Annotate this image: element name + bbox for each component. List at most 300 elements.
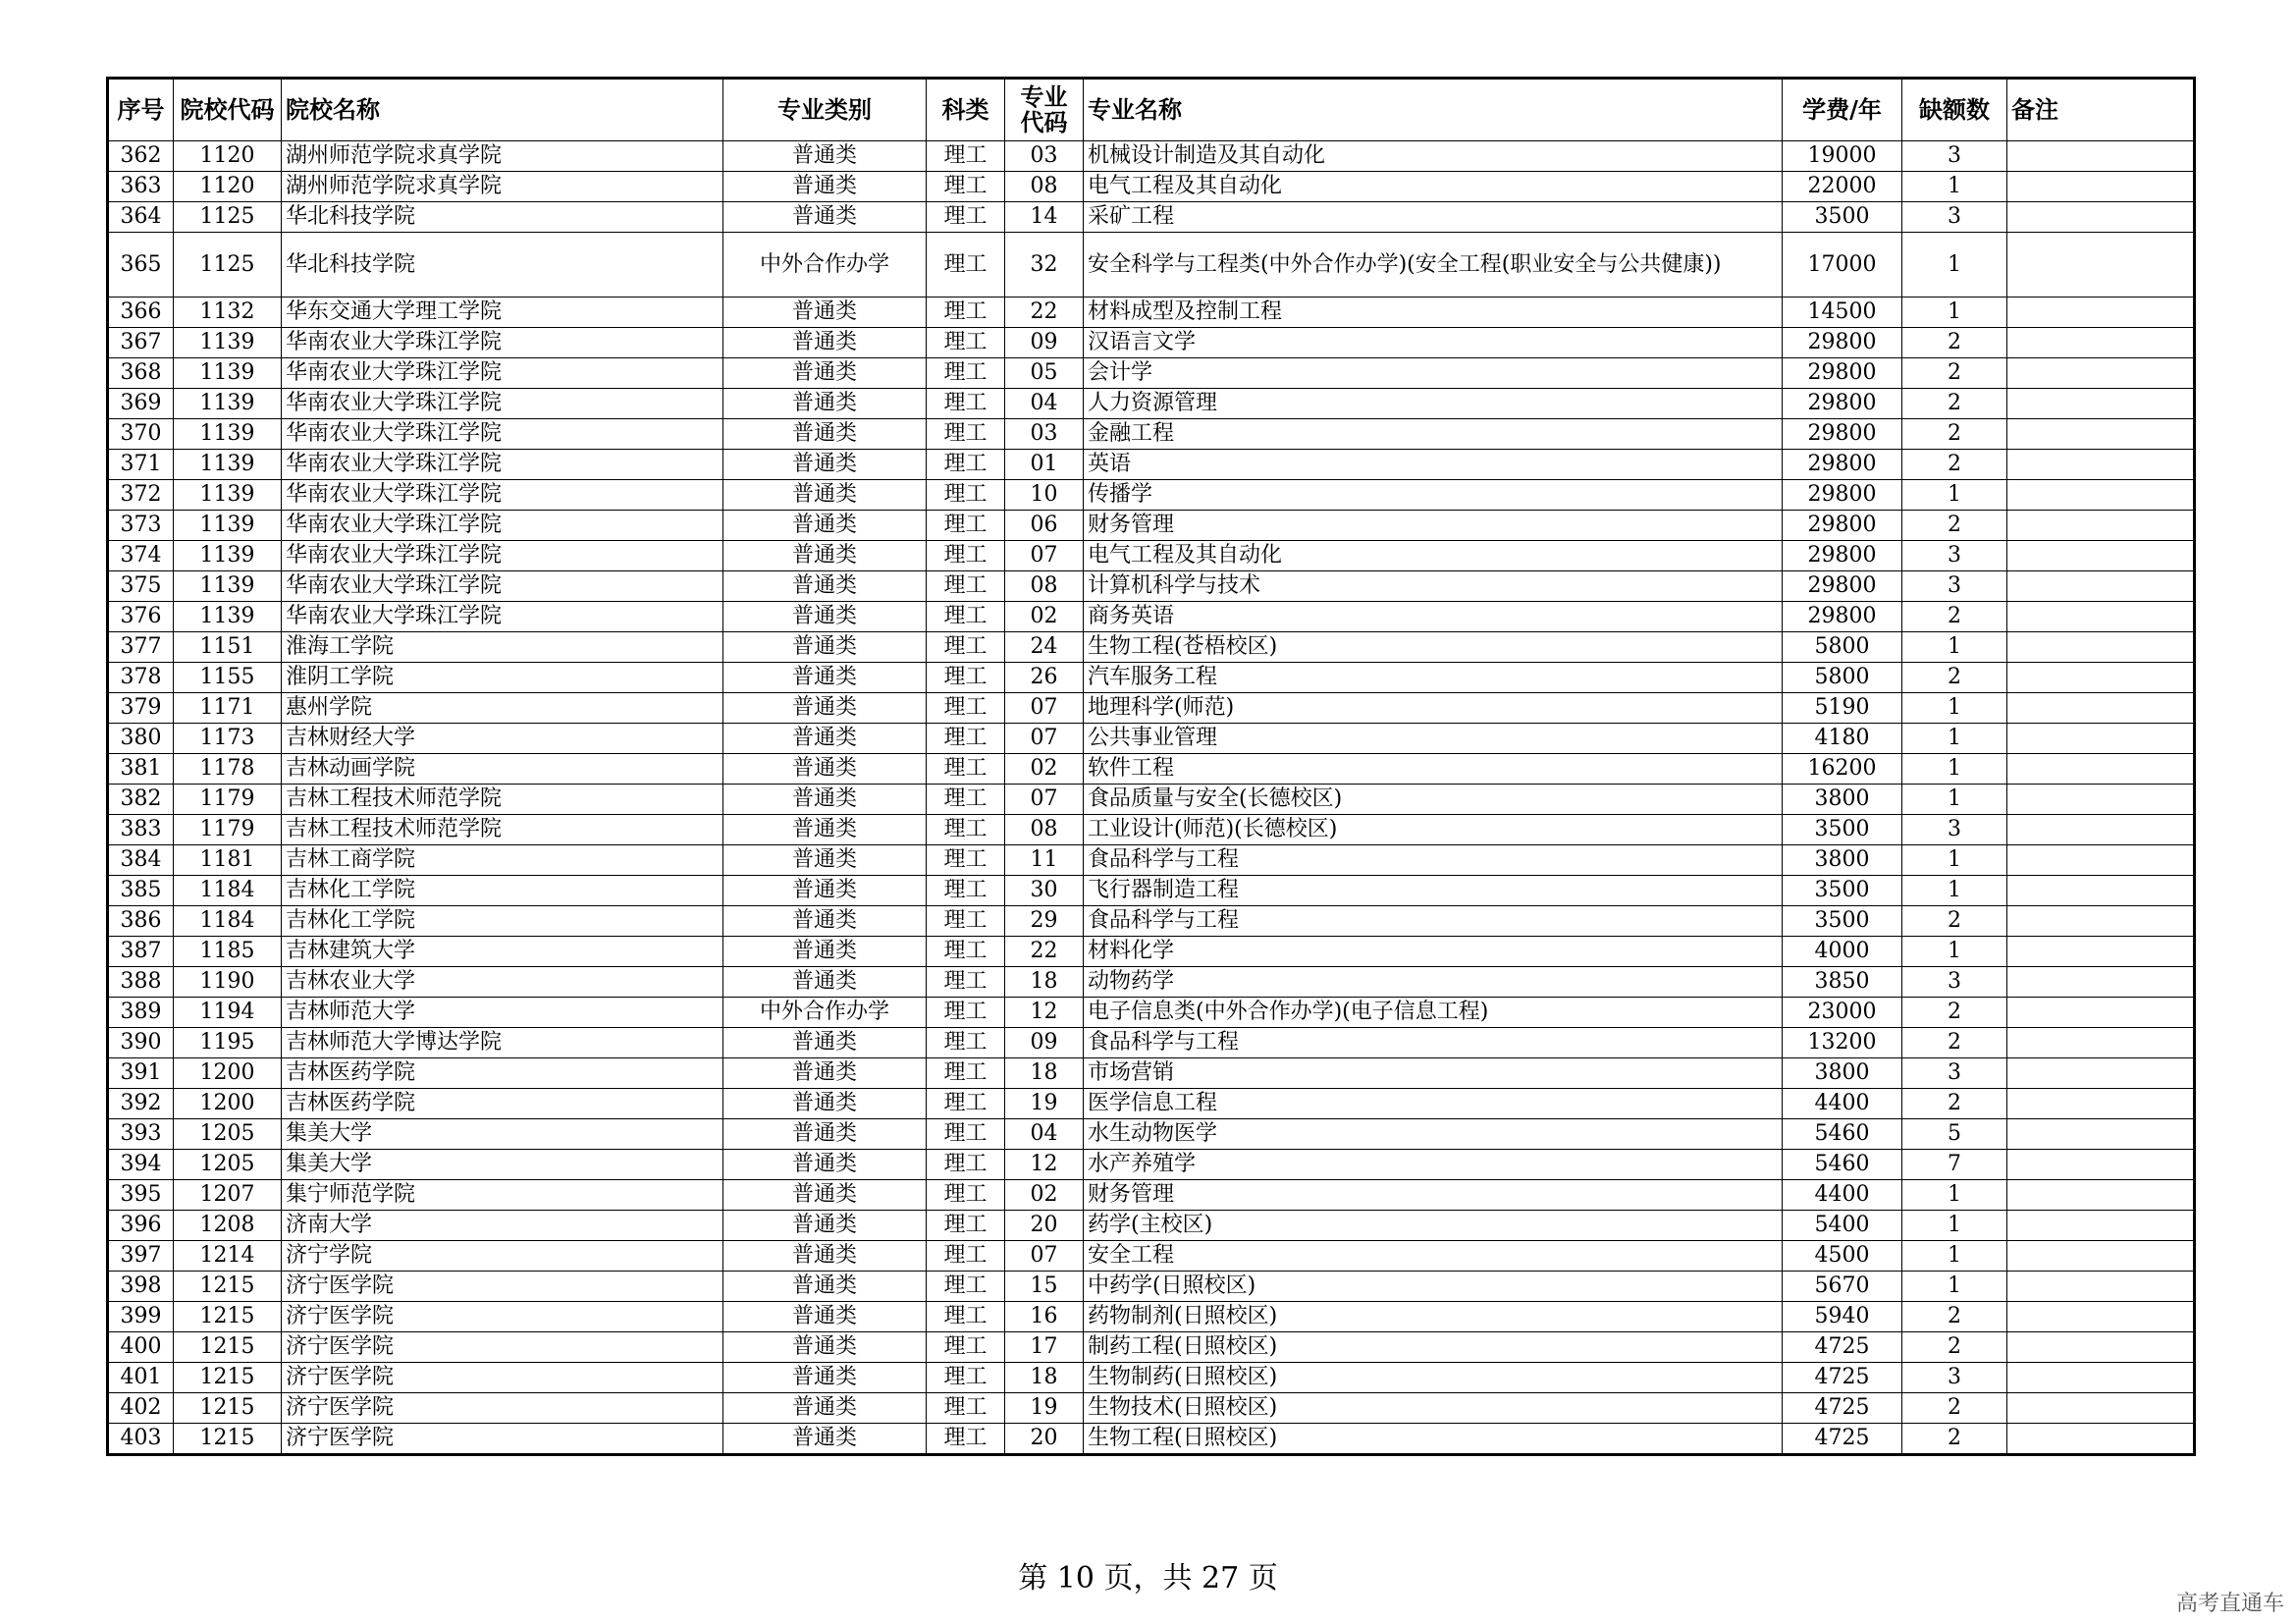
cell-major-name: 计算机科学与技术 [1084,571,1783,602]
cell-school-code: 1139 [174,571,282,602]
cell-seq: 377 [108,632,174,663]
cell-category: 理工 [927,141,1005,172]
table-row [108,998,2195,1028]
cell-major-name: 药学(主校区) [1084,1211,1783,1241]
cell-tuition: 29800 [1783,511,1902,541]
cell-tuition: 3500 [1783,815,1902,845]
table-row [108,1272,2195,1302]
cell-major-name: 食品科学与工程 [1084,906,1783,937]
cell-remarks [2007,1180,2195,1211]
table-row [108,906,2195,937]
cell-major-name: 制药工程(日照校区) [1084,1332,1783,1363]
header-major-type: 专业类别 [723,79,927,141]
cell-seq: 382 [108,785,174,815]
cell-major-type: 普通类 [723,1150,927,1180]
cell-school-code: 1208 [174,1211,282,1241]
header-major-code: 专业代码 [1005,79,1084,141]
cell-tuition: 13200 [1783,1028,1902,1058]
table-row [108,1424,2195,1455]
cell-tuition: 16200 [1783,754,1902,785]
cell-major-code: 07 [1005,541,1084,571]
cell-vacancies: 1 [1902,298,2007,328]
cell-major-code: 05 [1005,358,1084,389]
cell-major-code: 07 [1005,724,1084,754]
cell-vacancies: 2 [1902,1424,2007,1455]
cell-remarks [2007,1119,2195,1150]
cell-school-code: 1194 [174,998,282,1028]
table-row [108,602,2195,632]
cell-seq: 390 [108,1028,174,1058]
cell-seq: 394 [108,1150,174,1180]
cell-vacancies: 2 [1902,450,2007,480]
cell-major-type: 普通类 [723,1089,927,1119]
cell-major-type: 普通类 [723,815,927,845]
cell-major-name: 安全科学与工程类(中外合作办学)(安全工程(职业安全与公共健康)) [1084,233,1783,298]
cell-major-name: 市场营销 [1084,1058,1783,1089]
table-row [108,541,2195,571]
cell-category: 理工 [927,845,1005,876]
cell-category: 理工 [927,328,1005,358]
cell-tuition: 4725 [1783,1424,1902,1455]
table-row [108,141,2195,172]
cell-remarks [2007,906,2195,937]
cell-major-type: 普通类 [723,141,927,172]
cell-major-name: 电气工程及其自动化 [1084,541,1783,571]
cell-category: 理工 [927,511,1005,541]
table-row [108,571,2195,602]
cell-major-type: 普通类 [723,328,927,358]
cell-remarks [2007,571,2195,602]
cell-seq: 397 [108,1241,174,1272]
table-row [108,1089,2195,1119]
cell-vacancies: 1 [1902,233,2007,298]
cell-tuition: 3800 [1783,845,1902,876]
cell-major-type: 普通类 [723,571,927,602]
cell-vacancies: 2 [1902,1302,2007,1332]
cell-school-name: 济宁医学院 [282,1363,723,1393]
table-row [108,1393,2195,1424]
cell-school-code: 1215 [174,1393,282,1424]
cell-seq: 398 [108,1272,174,1302]
cell-school-code: 1155 [174,663,282,693]
cell-major-type: 普通类 [723,663,927,693]
cell-remarks [2007,1272,2195,1302]
cell-major-code: 12 [1005,998,1084,1028]
cell-vacancies: 1 [1902,1241,2007,1272]
cell-school-code: 1185 [174,937,282,967]
cell-school-code: 1139 [174,541,282,571]
cell-tuition: 5670 [1783,1272,1902,1302]
header-school-code: 院校代码 [174,79,282,141]
cell-seq: 400 [108,1332,174,1363]
cell-tuition: 4180 [1783,724,1902,754]
cell-seq: 388 [108,967,174,998]
table-row [108,1363,2195,1393]
cell-category: 理工 [927,298,1005,328]
cell-major-type: 普通类 [723,1028,927,1058]
cell-school-code: 1195 [174,1028,282,1058]
cell-school-name: 吉林化工学院 [282,906,723,937]
cell-major-type: 普通类 [723,906,927,937]
cell-major-type: 普通类 [723,1393,927,1424]
cell-vacancies: 2 [1902,602,2007,632]
cell-major-type: 普通类 [723,1119,927,1150]
cell-school-code: 1200 [174,1089,282,1119]
cell-category: 理工 [927,1119,1005,1150]
cell-category: 理工 [927,998,1005,1028]
cell-major-name: 食品质量与安全(长德校区) [1084,785,1783,815]
cell-category: 理工 [927,1302,1005,1332]
cell-remarks [2007,233,2195,298]
cell-remarks [2007,754,2195,785]
cell-major-type: 普通类 [723,480,927,511]
cell-school-code: 1120 [174,141,282,172]
cell-major-code: 11 [1005,845,1084,876]
cell-major-name: 药物制剂(日照校区) [1084,1302,1783,1332]
table-row [108,724,2195,754]
cell-school-code: 1132 [174,298,282,328]
header-major-name: 专业名称 [1084,79,1783,141]
watermark-text: 高考直通车 [2175,1592,2284,1616]
cell-major-code: 18 [1005,967,1084,998]
cell-seq: 399 [108,1302,174,1332]
cell-major-code: 14 [1005,202,1084,233]
cell-school-name: 华南农业大学珠江学院 [282,511,723,541]
cell-vacancies: 1 [1902,845,2007,876]
cell-school-code: 1215 [174,1302,282,1332]
cell-tuition: 5800 [1783,663,1902,693]
cell-major-code: 32 [1005,233,1084,298]
cell-category: 理工 [927,541,1005,571]
cell-school-code: 1125 [174,233,282,298]
cell-seq: 385 [108,876,174,906]
cell-seq: 374 [108,541,174,571]
cell-remarks [2007,1150,2195,1180]
cell-major-code: 08 [1005,815,1084,845]
cell-vacancies: 5 [1902,1119,2007,1150]
cell-category: 理工 [927,815,1005,845]
cell-tuition: 4725 [1783,1332,1902,1363]
table-row [108,754,2195,785]
cell-vacancies: 1 [1902,172,2007,202]
cell-school-name: 淮阴工学院 [282,663,723,693]
cell-remarks [2007,358,2195,389]
cell-vacancies: 7 [1902,1150,2007,1180]
cell-school-name: 华东交通大学理工学院 [282,298,723,328]
cell-seq: 384 [108,845,174,876]
cell-category: 理工 [927,571,1005,602]
cell-school-code: 1120 [174,172,282,202]
cell-school-name: 吉林建筑大学 [282,937,723,967]
cell-category: 理工 [927,1150,1005,1180]
cell-category: 理工 [927,1424,1005,1455]
cell-school-code: 1205 [174,1150,282,1180]
cell-remarks [2007,1211,2195,1241]
cell-tuition: 4500 [1783,1241,1902,1272]
cell-school-name: 济宁医学院 [282,1393,723,1424]
cell-major-name: 传播学 [1084,480,1783,511]
cell-major-type: 中外合作办学 [723,233,927,298]
table-row [108,1241,2195,1272]
cell-seq: 395 [108,1180,174,1211]
cell-category: 理工 [927,1180,1005,1211]
cell-major-code: 08 [1005,172,1084,202]
cell-major-type: 普通类 [723,389,927,419]
cell-major-code: 12 [1005,1150,1084,1180]
cell-seq: 379 [108,693,174,724]
cell-major-code: 07 [1005,693,1084,724]
table-row [108,1058,2195,1089]
cell-category: 理工 [927,876,1005,906]
table-row [108,511,2195,541]
cell-school-code: 1139 [174,480,282,511]
cell-remarks [2007,480,2195,511]
cell-seq: 402 [108,1393,174,1424]
cell-school-code: 1139 [174,511,282,541]
cell-major-type: 普通类 [723,1058,927,1089]
cell-remarks [2007,937,2195,967]
cell-school-code: 1205 [174,1119,282,1150]
cell-major-code: 04 [1005,1119,1084,1150]
cell-major-name: 英语 [1084,450,1783,480]
cell-major-code: 02 [1005,754,1084,785]
cell-seq: 376 [108,602,174,632]
cell-category: 理工 [927,663,1005,693]
cell-school-name: 吉林医药学院 [282,1058,723,1089]
table-row [108,358,2195,389]
cell-school-code: 1139 [174,358,282,389]
table-row [108,1119,2195,1150]
cell-major-type: 普通类 [723,967,927,998]
cell-school-name: 华南农业大学珠江学院 [282,571,723,602]
cell-school-name: 济宁医学院 [282,1332,723,1363]
cell-school-name: 济宁医学院 [282,1424,723,1455]
cell-remarks [2007,602,2195,632]
cell-seq: 380 [108,724,174,754]
cell-category: 理工 [927,724,1005,754]
cell-school-code: 1184 [174,876,282,906]
cell-major-type: 普通类 [723,724,927,754]
cell-tuition: 17000 [1783,233,1902,298]
cell-major-code: 24 [1005,632,1084,663]
cell-major-type: 普通类 [723,1180,927,1211]
cell-school-name: 湖州师范学院求真学院 [282,141,723,172]
cell-tuition: 3850 [1783,967,1902,998]
cell-vacancies: 2 [1902,1028,2007,1058]
cell-vacancies: 1 [1902,1180,2007,1211]
cell-major-type: 普通类 [723,845,927,876]
cell-major-name: 人力资源管理 [1084,389,1783,419]
cell-major-type: 普通类 [723,511,927,541]
table-row [108,450,2195,480]
cell-major-name: 医学信息工程 [1084,1089,1783,1119]
cell-remarks [2007,1393,2195,1424]
cell-major-name: 金融工程 [1084,419,1783,450]
table-row [108,1211,2195,1241]
cell-major-name: 生物工程(日照校区) [1084,1424,1783,1455]
cell-school-name: 湖州师范学院求真学院 [282,172,723,202]
cell-vacancies: 2 [1902,998,2007,1028]
cell-category: 理工 [927,1332,1005,1363]
cell-school-code: 1184 [174,906,282,937]
cell-major-name: 生物技术(日照校区) [1084,1393,1783,1424]
cell-major-type: 普通类 [723,1332,927,1363]
cell-school-code: 1190 [174,967,282,998]
cell-vacancies: 1 [1902,693,2007,724]
cell-school-code: 1139 [174,602,282,632]
cell-major-code: 09 [1005,1028,1084,1058]
cell-tuition: 29800 [1783,541,1902,571]
cell-seq: 364 [108,202,174,233]
cell-vacancies: 2 [1902,358,2007,389]
cell-school-code: 1151 [174,632,282,663]
cell-category: 理工 [927,202,1005,233]
table-row [108,967,2195,998]
table-row [108,1180,2195,1211]
cell-seq: 391 [108,1058,174,1089]
cell-major-type: 普通类 [723,298,927,328]
cell-vacancies: 2 [1902,419,2007,450]
cell-remarks [2007,815,2195,845]
cell-seq: 369 [108,389,174,419]
cell-vacancies: 1 [1902,937,2007,967]
cell-school-code: 1215 [174,1363,282,1393]
cell-seq: 375 [108,571,174,602]
cell-vacancies: 3 [1902,967,2007,998]
cell-major-code: 18 [1005,1058,1084,1089]
cell-school-name: 华南农业大学珠江学院 [282,328,723,358]
cell-category: 理工 [927,602,1005,632]
table-row [108,389,2195,419]
cell-school-name: 济宁学院 [282,1241,723,1272]
cell-school-name: 集美大学 [282,1150,723,1180]
cell-major-name: 财务管理 [1084,1180,1783,1211]
cell-tuition: 29800 [1783,389,1902,419]
cell-remarks [2007,1241,2195,1272]
cell-seq: 365 [108,233,174,298]
cell-school-name: 吉林工程技术师范学院 [282,815,723,845]
cell-category: 理工 [927,632,1005,663]
cell-major-type: 普通类 [723,1211,927,1241]
cell-remarks [2007,876,2195,906]
table-row [108,876,2195,906]
table-row [108,632,2195,663]
cell-school-name: 吉林动画学院 [282,754,723,785]
cell-school-name: 吉林化工学院 [282,876,723,906]
cell-remarks [2007,1089,2195,1119]
cell-remarks [2007,541,2195,571]
cell-school-name: 华北科技学院 [282,202,723,233]
cell-vacancies: 3 [1902,202,2007,233]
cell-major-type: 普通类 [723,1424,927,1455]
cell-seq: 392 [108,1089,174,1119]
cell-vacancies: 2 [1902,511,2007,541]
cell-tuition: 3500 [1783,202,1902,233]
cell-major-type: 普通类 [723,172,927,202]
header-remarks: 备注 [2007,79,2195,141]
cell-seq: 396 [108,1211,174,1241]
cell-school-name: 济南大学 [282,1211,723,1241]
cell-vacancies: 1 [1902,754,2007,785]
cell-seq: 383 [108,815,174,845]
table-row [108,1028,2195,1058]
cell-major-code: 30 [1005,876,1084,906]
cell-major-code: 09 [1005,328,1084,358]
cell-school-name: 华南农业大学珠江学院 [282,602,723,632]
table-row [108,937,2195,967]
header-category: 科类 [927,79,1005,141]
cell-school-code: 1173 [174,724,282,754]
table-row [108,172,2195,202]
cell-remarks [2007,141,2195,172]
cell-vacancies: 1 [1902,480,2007,511]
cell-vacancies: 2 [1902,328,2007,358]
cell-tuition: 3800 [1783,785,1902,815]
cell-tuition: 5460 [1783,1150,1902,1180]
cell-vacancies: 3 [1902,541,2007,571]
cell-remarks [2007,998,2195,1028]
cell-remarks [2007,172,2195,202]
cell-tuition: 3500 [1783,876,1902,906]
cell-major-type: 普通类 [723,693,927,724]
cell-major-name: 食品科学与工程 [1084,845,1783,876]
cell-vacancies: 2 [1902,663,2007,693]
cell-major-name: 安全工程 [1084,1241,1783,1272]
cell-major-name: 材料化学 [1084,937,1783,967]
cell-tuition: 5400 [1783,1211,1902,1241]
cell-seq: 373 [108,511,174,541]
cell-major-code: 07 [1005,785,1084,815]
cell-tuition: 19000 [1783,141,1902,172]
cell-school-code: 1181 [174,845,282,876]
cell-major-name: 地理科学(师范) [1084,693,1783,724]
cell-remarks [2007,724,2195,754]
cell-major-code: 22 [1005,298,1084,328]
cell-major-type: 普通类 [723,754,927,785]
table-row [108,1150,2195,1180]
table-row [108,480,2195,511]
cell-school-name: 吉林工商学院 [282,845,723,876]
cell-category: 理工 [927,693,1005,724]
cell-remarks [2007,202,2195,233]
cell-remarks [2007,1028,2195,1058]
cell-seq: 372 [108,480,174,511]
cell-school-name: 吉林农业大学 [282,967,723,998]
cell-school-code: 1207 [174,1180,282,1211]
cell-category: 理工 [927,450,1005,480]
cell-school-code: 1139 [174,389,282,419]
cell-major-name: 采矿工程 [1084,202,1783,233]
cell-remarks [2007,693,2195,724]
cell-major-type: 普通类 [723,541,927,571]
cell-major-type: 普通类 [723,785,927,815]
cell-category: 理工 [927,1028,1005,1058]
cell-major-name: 水产养殖学 [1084,1150,1783,1180]
table-row [108,845,2195,876]
cell-seq: 368 [108,358,174,389]
header-vacancies: 缺额数 [1902,79,2007,141]
cell-school-name: 济宁医学院 [282,1272,723,1302]
cell-remarks [2007,1058,2195,1089]
cell-category: 理工 [927,967,1005,998]
cell-vacancies: 1 [1902,724,2007,754]
cell-seq: 363 [108,172,174,202]
cell-school-code: 1179 [174,815,282,845]
cell-school-name: 华南农业大学珠江学院 [282,480,723,511]
cell-category: 理工 [927,233,1005,298]
header-school-name: 院校名称 [282,79,723,141]
cell-major-name: 水生动物医学 [1084,1119,1783,1150]
